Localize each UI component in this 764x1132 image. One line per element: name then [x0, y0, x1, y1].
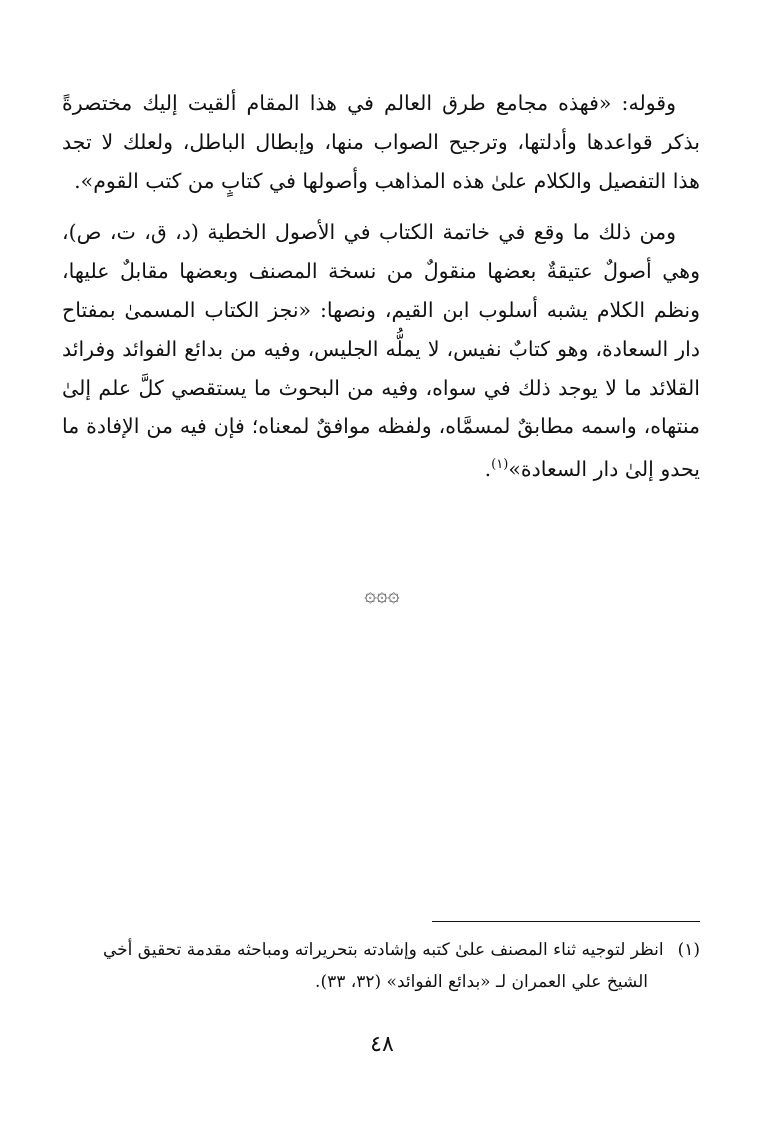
page-number: ٤٨: [370, 1032, 394, 1057]
footnote-text-1: انظر لتوجيه ثناء المصنف علىٰ كتبه وإشادته بتحريراته ومباحثه مقدمة تحقيق أخي: [102, 940, 664, 960]
footnote-number: (١): [677, 940, 700, 960]
paragraph-2: [62, 213, 700, 488]
section-ornaments: ۞۞۞: [364, 582, 400, 606]
footnote-reference: (١): [491, 457, 509, 473]
paragraph-2-end: .: [484, 457, 492, 481]
main-text: [62, 84, 700, 502]
footnote: [62, 934, 700, 998]
paragraph-1: وقوله: «فهذه مجامع طرق العالم في هذا المقام ألقيت إليك مختصرةً بذكر قواعدها وأدلتها، وترجيح الصواب منها، وإبطال الباطل، ولعلك لا تجد هذا التفصيل والكلام علىٰ هذه المذاهب وأصولها في كتابٍ من كتب القوم».: [62, 91, 700, 193]
paragraph-2-text: ومن ذلك ما وقع في خاتمة الكتاب في الأصول الخطية (د، ق، ت، ص)، وهي أصولٌ عتيقةٌ بعضها منقولٌ من نسخة المصنف وبعضها مقابلٌ عليها، ونظم الكلام يشبه أسلوب ابن القيم، ونصها: «نجز الكتاب المسمىٰ بمفتاح دار السعادة، وهو كتابٌ نفيس، لا يملُّه الجليس، وفيه من بدائع الفوائد وفرائد القلائد ما لا يوجد ذلك في سواه، وفيه من البحوث ما يستقصي كلَّ علم إلىٰ منتهاه، واسمه مطابقٌ لمسمَّاه، ولفظه موافقٌ لمعناه؛ فإن فيه من الإفادة ما يحدو إلىٰ دار السعادة»: [62, 220, 700, 481]
footnote-line-1: [62, 934, 700, 966]
footnote-separator: [432, 921, 700, 922]
footnote-line-2: الشيخ علي العمران لـ «بدائع الفوائد» (٣٢، ٣٣).: [315, 972, 648, 992]
